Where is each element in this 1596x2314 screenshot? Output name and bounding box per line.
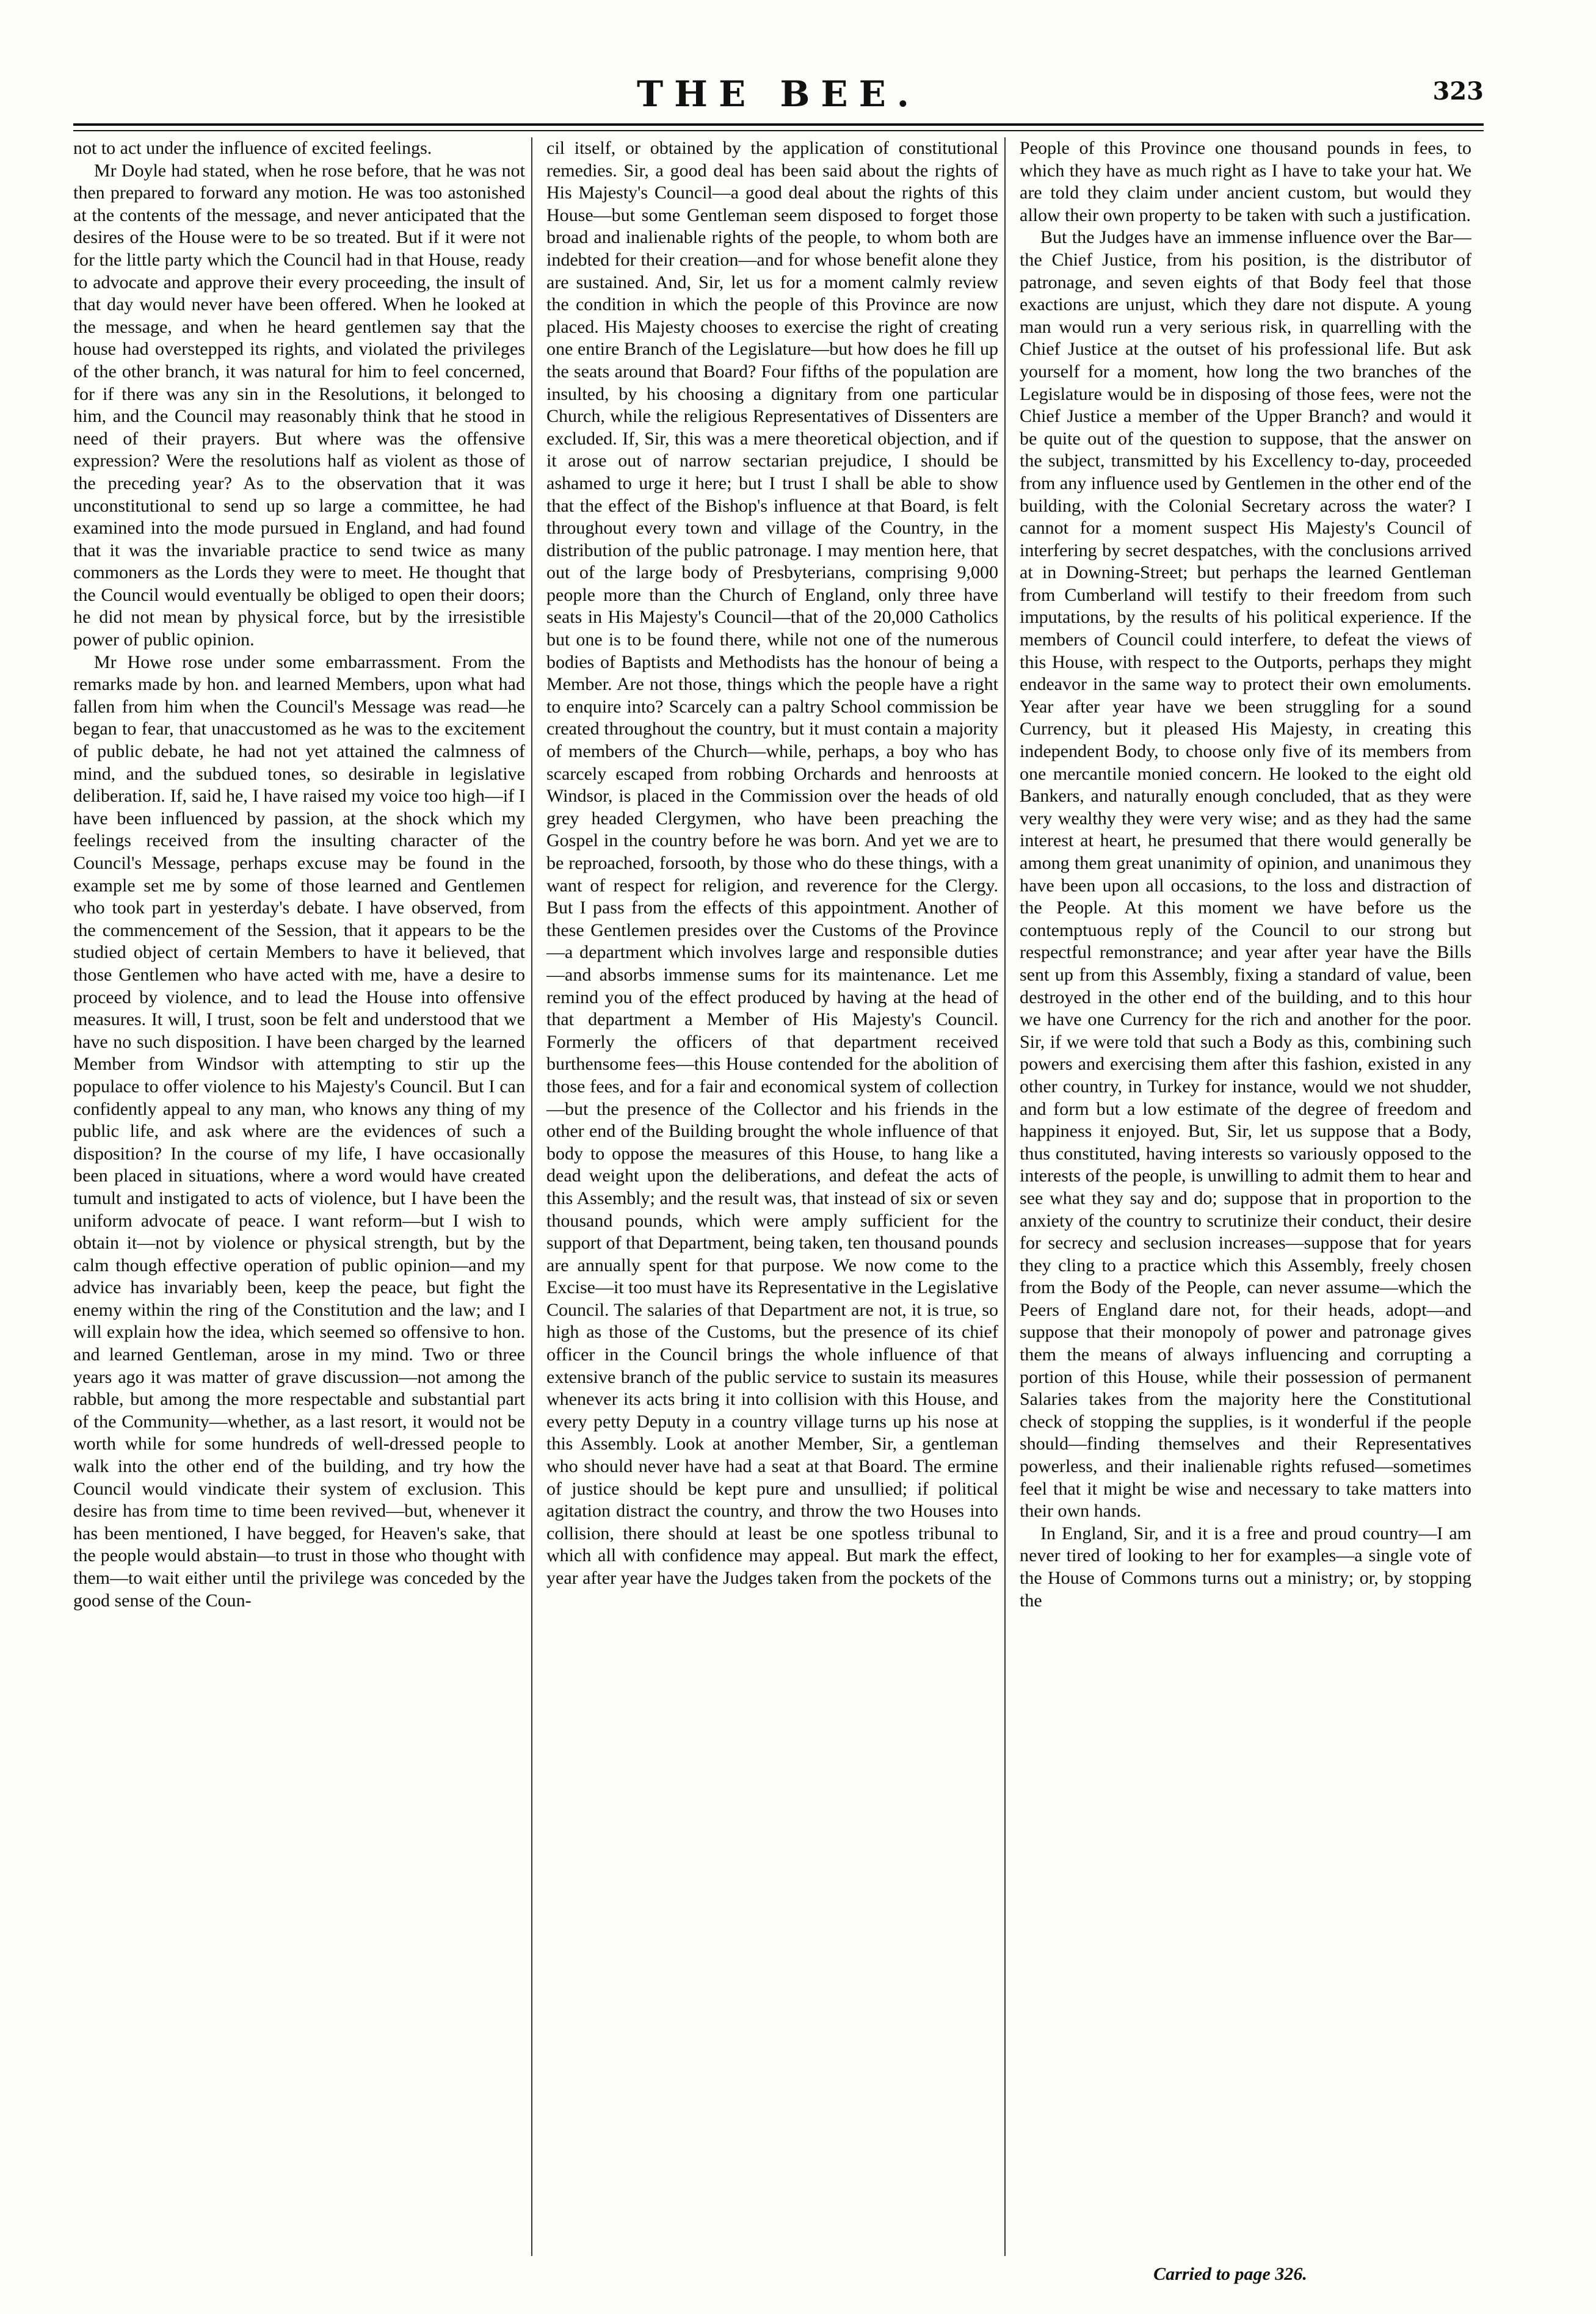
continued-note: Carried to page 326. — [1153, 2264, 1307, 2284]
paragraph: not to act under the influence of excited feelings. — [73, 138, 432, 158]
paragraph: Mr Doyle had stated, when he rose before, that he was not then prepared to forward any motion. He was too astonished at the contents of the message, and never anticipated that the desires of the House were to be so treated. But if it were not for the little party which the Council had in that House, ready to advocate and approve their every proceeding, the insult of that day would never have been offered. When he looked at the message, and when he heard gentlemen say that the house had overstepped its rights, and violated the privileges of the other branch, it was natural for him to feel concerned, for if there was any sin in the Resolutions, it belonged to him, and the Council may reasonably think that he stood in need of their prayers. But where was the offensive expression? Were the resolutions half as violent as those of the preceding year? As to the observation that it was unconstitutional to send up so large a committee, he had examined into the mode pursued in England, and had found that it was the invariable practice to send twice as many commoners as the Lords they were to meet. He thought that the Council would eventually be obliged to open their doors; he did not mean by physical force, but by the irresistible power of public opinion. — [73, 160, 525, 650]
newspaper-title: THE BEE. — [637, 73, 920, 115]
article-columns — [73, 137, 1484, 2256]
column-2 — [546, 137, 998, 2256]
paragraph: Mr Howe rose under some embarrassment. From the remarks made by hon. and learned Members, upon what had fallen from him when the Council's Message was read—he began to fear, that unaccustomed as he was to the excitement of public debate, he had not yet attained the calmness of mind, and the subdued tones, so desirable in legislative deliberation. If, said he, I have raised my voice too high—if I have been influenced by passion, at the shock which my feelings received from the insulting character of the Council's Message, perhaps excuse may be found in the example set me by some of those learned and Gentlemen who took part in yesterday's debate. I have observed, from the commencement of the Session, that it appears to be the studied object of certain Members to have it believed, that those Gentlemen who have acted with me, have a desire to proceed by violence, and to lead the House into offensive measures. It will, I trust, soon be felt and understood that we have no such disposition. I have been charged by the learned Member from Windsor with attempting to stir up the populace to offer violence to his Majesty's Council. But I can confidently appeal to any man, who knows any thing of my public life, and ask where are the evidences of such a disposition? In the course of my life, I have occasionally been placed in situations, where a word would have created tumult and instigated to acts of violence, but I have been the uniform advocate of peace. I want reform—but I wish to obtain it—not by violence or physical strength, but by the calm though effective operation of public opinion—and my advice has invariably been, keep the peace, but fight the enemy within the ring of the Constitution and the law; and I will explain how the idea, which seemed so offensive to hon. and learned Gentleman, arose in my mind. Two or three years ago it was matter of grave discussion—not among the rabble, but among the more respectable and substantial part of the Community—whether, as a last resort, it would not be worth while for some hundreds of well-dressed people to walk into the other end of the building, and try how the Council would vindicate their system of exclusion. This desire has from time to time been revived—but, whenever it has been mentioned, I have begged, for Heaven's sake, that the people would abstain—to trust in those who thought with them—to wait either until the privilege was conceded by the good sense of the Coun- — [73, 651, 525, 1611]
column-1 — [73, 137, 525, 2256]
paragraph: In England, Sir, and it is a free and proud country—I am never tired of looking to her for examples—a single vote of the House of Commons turns out a ministry; or, by stopping the — [1020, 1523, 1471, 1611]
paragraph: But the Judges have an immense influence over the Bar—the Chief Justice, from his position, is the distributor of patronage, and seven eights of that Body feel that those exactions are unjust, which they dare not dispute. A young man would run a very serious risk, in quarrelling with the Chief Justice at the outset of his professional life. But ask yourself for a moment, how long the two branches of the Legislature would be in disposing of those fees, were not the Chief Justice a member of the Upper Branch? and would it be quite out of the question to suppose, that the answer on the subject, transmitted by his Excellency to-day, proceeded from any influence used by Gentlemen in the other end of the building, with the Colonial Secretary across the water? I cannot for a moment suspect His Majesty's Council of interfering by secret despatches, with the conclusions arrived at in Downing-Street; but perhaps the learned Gentleman from Cumberland will testify to their freedom from such imputations, by the results of his political experience. If the members of Council could interfere, to defeat the views of this House, with respect to the Outports, perhaps they might endeavor in the same way to protect their own emoluments. Year after year have we been struggling for a sound Currency, but it pleased His Majesty, in creating this independent Body, to choose only five of its members from one mercantile monied concern. He looked to the eight old Bankers, and naturally enough concluded, that as they were very wealthy they were very wise; and as they had the same interest at heart, he presumed that there would generally be among them great unanimity of opinion, and unanimous they have been upon all occasions, to the loss and distraction of the People. At this moment we have before us the contemptuous reply of the Council to our strong but respectful remonstrance; and year after year have the Bills sent up from this Assembly, fixing a standard of value, been destroyed in the other end of the building, and to this hour we have one Currency for the rich and another for the poor. Sir, if we were told that such a Body as this, combining such powers and exercising them after this fashion, existed in any other country, in Turkey for instance, would we not shudder, and form but a low estimate of the degree of freedom and happiness it enjoyed. But, Sir, let us suppose that a Body, thus constituted, having interests so variously opposed to the interests of the people, is unwilling to admit them to hear and see what they say and do; suppose that in proportion to the anxiety of the country to scrutinize their conduct, their desire for secrecy and seclusion increases—suppose that for years they cling to a practice which this Assembly, freely chosen from the Body of the People, can never assume—which the Peers of England dare not, for their heads, adopt—and suppose that their monopoly of power and patronage gives them the means of always influencing and corrupting a portion of this House, while their possession of permanent Salaries takes from the majority here the Constitutional check of stopping the supplies, is it wonderful if the people should—finding themselves and their Representatives powerless, and their inalienable rights refused—sometimes feel that it might be wise and necessary to take matters into their own hands. — [1020, 227, 1471, 1522]
header-rule — [73, 123, 1484, 131]
paragraph: People of this Province one thousand pounds in fees, to which they have as much right as I have to take your hat. We are told they claim under ancient custom, but would they allow their own property to be taken with such a justification. — [1020, 138, 1471, 225]
page-number: 323 — [1432, 77, 1484, 106]
masthead — [73, 73, 1484, 122]
column-divider — [531, 137, 532, 2256]
column-divider — [1004, 137, 1006, 2256]
paragraph: cil itself, or obtained by the application of constitutional remedies. Sir, a good deal has been said about the rights of His Majesty's Council—a good deal about the rights of this House—but some Gentleman seem disposed to forget those broad and inalienable rights of the people, to whom both are indebted for their creation—and for whose benefit alone they are sustained. And, Sir, let us for a moment calmly review the condition in which the people of this Province are now placed. His Majesty chooses to exercise the right of creating one entire Branch of the Legislature—but how does he fill up the seats around that Board? Four fifths of the population are insulted, by his choosing a dignitary from one particular Church, while the religious Representatives of Dissenters are excluded. If, Sir, this was a mere theoretical objection, and if it arose out of narrow sectarian prejudice, I should be ashamed to urge it here; but I trust I shall be able to show that the effect of the Bishop's influence at that Board, is felt throughout every town and village of the Country, in the distribution of the public patronage. I may mention here, that out of the large body of Presbyterians, comprising 9,000 people more than the Church of England, only three have seats in His Majesty's Council—that of the 20,000 Catholics but one is to be found there, while not one of the numerous bodies of Baptists and Methodists has the honour of being a Member. Are not those, things which the people have a right to enquire into? Scarcely can a paltry School commission be created throughout the country, but it must contain a majority of members of the Church—while, perhaps, a boy who has scarcely escaped from robbing Orchards and henroosts at Windsor, is placed in the Commission over the heads of old grey headed Clergymen, who have been preaching the Gospel in the country before he was born. And yet we are to be reproached, forsooth, by those who do these things, with a want of respect for religion, and reverence for the Clergy. But I pass from the effects of this appointment. Another of these Gentlemen presides over the Customs of the Province—a department which involves large and responsible duties—and absorbs immense sums for its maintenance. Let me remind you of the effect produced by having at the head of that department a Member of His Majesty's Council. Formerly the officers of that department received burthensome fees—this House contended for the abolition of those fees, and for a fair and economical system of collection—but the presence of the Collector and his friends in the other end of the Building brought the whole influence of that body to oppose the measures of this House, to hang like a dead weight upon the deliberations, and defeat the acts of this Assembly; and the result was, that instead of six or seven thousand pounds, which were amply sufficient for the support of that Department, being taken, ten thousand pounds are annually spent for that purpose. We now come to the Excise—it too must have its Representative in the Legislative Council. The salaries of that Department are not, it is true, so high as those of the Customs, but the presence of its chief officer in the Council brings the whole influence of that extensive branch of the public service to sustain its measures whenever its acts bring it into collision with this House, and every petty Deputy in a country village turns up his nose at this Assembly. Look at another Member, Sir, a gentleman who should never have had a seat at that Board. The ermine of justice should be kept pure and unsullied; if political agitation distract the country, and throw the two Houses into collision, there should at least be one spotless tribunal to which all with confidence may appeal. But mark the effect, year after year have the Judges taken from the pockets of the — [546, 138, 998, 1588]
column-3 — [1020, 137, 1471, 2256]
